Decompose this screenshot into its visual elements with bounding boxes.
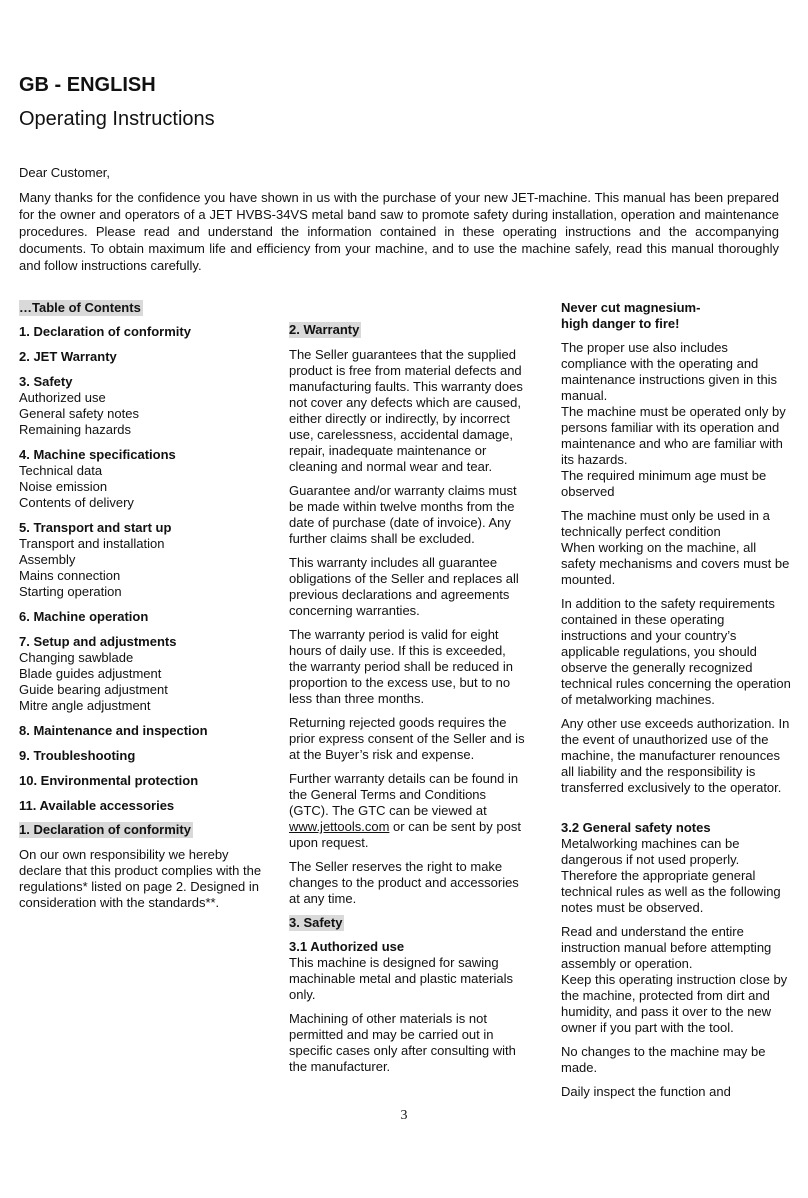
toc-item: Guide bearing adjustment [19, 682, 168, 697]
warranty-paragraph: Guarantee and/or warranty claims must be made within twelve months from the date of purchase (date of invoice). Any further claims shall be excluded. [289, 483, 517, 546]
toc-item: Assembly [19, 552, 76, 567]
toc-section-9: 9. Troubleshooting [19, 748, 136, 763]
safety-notes-text: Keep this operating instruction close by the machine, protected from dirt and humidity, and pass it over to the new owner if you part with the tool. [561, 972, 788, 1035]
toc-section-4: 4. Machine specifications [19, 447, 176, 462]
toc-section-3: 3. Safety [19, 374, 73, 389]
toc-item: Changing sawblade [19, 650, 134, 665]
toc-item: Authorized use [19, 390, 106, 405]
warranty-heading: 2. Warranty [289, 322, 360, 337]
use-text: The required minimum age must be observed [561, 468, 767, 499]
declaration-text: On our own responsibility we hereby declare that this product complies with the regulations* listed on page 2. Designed in consideration with the standards**. [19, 847, 262, 910]
safety-paragraph: This machine is designed for sawing machinable metal and plastic materials only. [289, 955, 513, 1002]
warning-line: high danger to fire! [561, 316, 680, 331]
warranty-paragraph: This warranty includes all guarantee obligations of the Seller and replaces all previous declarations and agreements concerning warranties. [289, 555, 519, 618]
toc-item: Mitre angle adjustment [19, 698, 151, 713]
warranty-paragraph: The warranty period is valid for eight hours of daily use. If this is exceeded, the warranty period shall be reduced in proportion to the excess use, but to no less than three months. [289, 627, 514, 706]
use-text: The machine must be operated only by persons familiar with its operation and maintenance and who are familiar with its hazards. [561, 404, 786, 467]
safety-heading: 3. Safety [289, 915, 343, 930]
toc-item: Blade guides adjustment [19, 666, 162, 681]
warranty-paragraph: The Seller guarantees that the supplied product is free from material defects and manufacturing faults. This warranty does not cover any defects which are caused, either directly or indirectly, by incorrect use, carelessness, accidental damage, repair, inadequate maintenance or cleaning and normal wear and tear. [289, 347, 523, 474]
safety-paragraph: Machining of other materials is not permitted and may be carried out in specific cases only after consulting with the manufacturer. [289, 1011, 516, 1074]
toc-item: Starting operation [19, 584, 122, 599]
safety-notes-text: No changes to the machine may be made. [561, 1044, 766, 1075]
use-text: In addition to the safety requirements contained in these operating instructions and your country’s applicable regulations, you should observe the generally recognized technical rules concerning the operation of metalworking machines. [561, 596, 791, 707]
website-link[interactable]: www.jettools.com [289, 819, 390, 834]
language-heading: GB - ENGLISH [19, 74, 156, 96]
safety-notes-text: Metalworking machines can be dangerous if not used properly. Therefore the appropriate general technical rules as well as the following notes must be observed. [561, 836, 781, 915]
toc-item: Noise emission [19, 479, 108, 494]
toc-item: Transport and installation [19, 536, 165, 551]
toc-section-5: 5. Transport and start up [19, 520, 172, 535]
use-text: Any other use exceeds authorization. In the event of unauthorized use of the machine, the manufacturer renounces all liability and the responsibility is transferred exclusively to the operator. [561, 716, 790, 795]
safety-notes-text: Daily inspect the function and [561, 1084, 731, 1099]
toc-item: Contents of delivery [19, 495, 134, 510]
warning-line: Never cut magnesium- [561, 300, 701, 315]
toc-item: Technical data [19, 463, 103, 478]
general-safety-heading: 3.2 General safety notes [561, 820, 711, 835]
column-3 [561, 300, 793, 1108]
toc-section-1: 1. Declaration of conformity [19, 324, 191, 339]
greeting: Dear Customer, [19, 165, 111, 180]
use-text: The machine must only be used in a technically perfect condition [561, 508, 770, 539]
toc-item: Remaining hazards [19, 422, 132, 437]
toc-section-8: 8. Maintenance and inspection [19, 723, 208, 738]
document-title: Operating Instructions [19, 108, 215, 130]
column-1 [19, 300, 269, 919]
toc-section-7: 7. Setup and adjustments [19, 634, 177, 649]
safety-notes-text: Read and understand the entire instruction manual before attempting assembly or operation. [561, 924, 772, 971]
use-text: The proper use also includes compliance with the operating and maintenance instructions given in this manual. [561, 340, 778, 403]
intro-paragraph: Many thanks for the confidence you have shown in us with the purchase of your new JET-machine. This manual has been prepared for the owner and operators of a JET HVBS-34VS metal band saw to promote safety during installation, operation and maintenance procedures. Please read and understand the information contained in these operating instructions and the accompanying documents. To obtain maximum life and efficiency from your machine, and to use the machine safely, read this manual thoroughly and follow instructions carefully. [19, 190, 779, 273]
warranty-paragraph: Returning rejected goods requires the prior express consent of the Seller and is at the Buyer’s risk and expense. [289, 715, 525, 762]
page-number: 3 [400, 1108, 408, 1123]
column-2 [289, 322, 525, 1083]
toc-section-10: 10. Environmental protection [19, 773, 199, 788]
toc-item: General safety notes [19, 406, 139, 421]
warranty-paragraph: The Seller reserves the right to make changes to the product and accessories at any time. [289, 859, 519, 906]
toc-section-6: 6. Machine operation [19, 609, 149, 624]
toc-section-2: 2. JET Warranty [19, 349, 117, 364]
authorized-use-heading: 3.1 Authorized use [289, 939, 405, 954]
warranty-paragraph: Further warranty details can be found in the General Terms and Conditions (GTC). The GTC can be viewed at www.jettools.com or can be sent by post upon request. [289, 771, 521, 850]
declaration-heading: 1. Declaration of conformity [19, 822, 191, 837]
toc-title: …Table of Contents [19, 300, 141, 315]
toc-section-11: 11. Available accessories [19, 798, 175, 813]
toc-item: Mains connection [19, 568, 121, 583]
use-text: When working on the machine, all safety mechanisms and covers must be mounted. [561, 540, 790, 587]
